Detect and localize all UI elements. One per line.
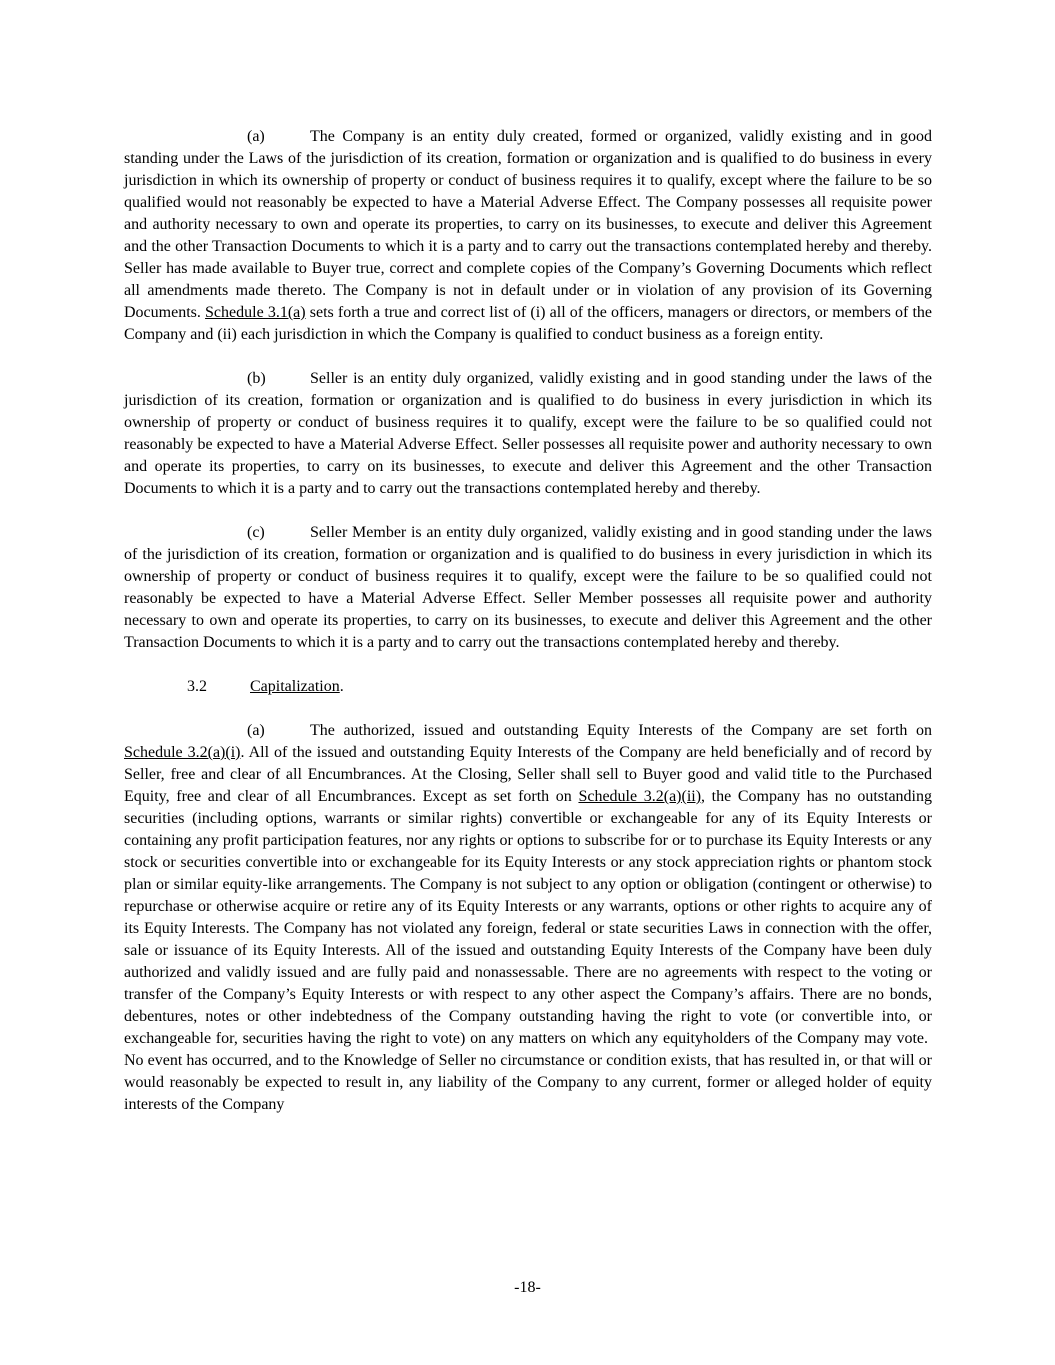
underlined-reference: Capitalization bbox=[250, 678, 340, 695]
text-run: . All of the issued and outstanding Equity Interests of the Company are held beneficially and of record by Seller, free and clear of all Encumbrances. At the Closing, Seller shall sell to Buyer good and valid title to the Purchased Equity, free and clear of all Encumbrances. Except as set forth on bbox=[124, 744, 932, 805]
text-run: The Company is an entity duly created, formed or organized, validly existing and in good standing under the Laws of the jurisdiction of its creation, formation or organization and is qualified to do business in every jurisdiction in which its ownership of property or conduct of business requires it to qualify, except where the failure to be so qualified would not reasonably be expected to have a Material Adverse Effect. The Company possesses all requisite power and authority necessary to own and operate its properties, to carry on its businesses, to execute and deliver this Agreement and the other Transaction Documents to which it is a party and to carry out the transactions contemplated hereby and thereby. Seller has made available to Buyer true, correct and complete copies of the Company’s Governing Documents which reflect all amendments made thereto. The Company is not in default under or in violation of any provision of its Governing Documents. bbox=[124, 128, 932, 321]
text-run: Seller is an entity duly organized, validly existing and in good standing under the laws of the jurisdiction of its creation, formation or organization and is qualified to do business in every jurisdiction in which its ownership of property or conduct of business requires it to qualify, except were the failure to be so qualified could not reasonably be expected to have a Material Adverse Effect. Seller possesses all requisite power and authority necessary to own and operate its properties, to carry on its businesses, to execute and deliver this Agreement and the other Transaction Documents to which it is a party and to carry out the transactions contemplated hereby and thereby. bbox=[124, 370, 932, 497]
underlined-reference: Schedule 3.2(a)(i) bbox=[124, 744, 241, 761]
underlined-reference: Schedule 3.1(a) bbox=[205, 304, 306, 321]
paragraph-3-1-b bbox=[124, 368, 932, 500]
paragraph-label: (c) bbox=[247, 524, 265, 541]
document-body bbox=[124, 126, 932, 1116]
paragraph-label: (b) bbox=[247, 370, 266, 387]
paragraph-label: 3.2 bbox=[187, 678, 207, 695]
paragraph-3-2-a bbox=[124, 720, 932, 1116]
page-number: -18- bbox=[514, 1279, 541, 1296]
paragraph-3-1-a bbox=[124, 126, 932, 346]
text-run: , the Company has no outstanding securities (including options, warrants or similar rights) convertible or exchangeable for any of its Equity Interests or containing any profit participation features, nor any rights or options to subscribe for or to purchase its Equity Interests or any stock or securities convertible into or exchangeable for its Equity Interests or any stock appreciation rights or phantom stock plan or similar equity-like arrangements. The Company is not subject to any option or obligation (contingent or otherwise) to repurchase or otherwise acquire or retire any of its Equity Interests or any warrants, options or other rights to acquire any of its Equity Interests. The Company has not violated any foreign, federal or state securities Laws in connection with the offer, sale or issuance of its Equity Interests. All of the issued and outstanding Equity Interests of the Company have been duly authorized and validly issued and are fully paid and nonassessable. There are no agreements with respect to the voting or transfer of the Company’s Equity Interests or with respect to any other aspect the Company’s affairs. There are no bonds, debentures, notes or other indebtedness of the Company outstanding having the right to vote (or convertible into, or exchangeable for, securities having the right to vote) on any matters on which any equityholders of the Company may vote. No event has occurred, and to the Knowledge of Seller no circumstance or condition exists, that has resulted in, or that will or would reasonably be expected to result in, any liability of the Company to any current, former or alleged holder of equity interests of the Company bbox=[124, 788, 932, 1113]
paragraph-label: (a) bbox=[247, 128, 265, 145]
text-run: The authorized, issued and outstanding Equity Interests of the Company are set forth on bbox=[310, 722, 932, 739]
text-run: sets forth a true and correct list of (i) all of the officers, managers or directors, or members of the Company and (ii) each jurisdiction in which the Company is qualified to conduct business as a foreign entity. bbox=[124, 304, 933, 343]
paragraph-label: (a) bbox=[247, 722, 265, 739]
underlined-reference: Schedule 3.2(a)(ii) bbox=[578, 788, 702, 805]
text-run: Seller Member is an entity duly organized, validly existing and in good standing under the laws of the jurisdiction of its creation, formation or organization and is qualified to do business in every jurisdiction in which its ownership of property or conduct of business requires it to qualify, except were the failure to be so qualified could not reasonably be expected to have a Material Adverse Effect. Seller Member possesses all requisite power and authority necessary to own and operate its properties, to carry on its businesses, to execute and deliver this Agreement and the other Transaction Documents to which it is a party and to carry out the transactions contemplated hereby and thereby. bbox=[124, 524, 932, 651]
text-run: . bbox=[339, 678, 344, 695]
section-heading-3-2 bbox=[124, 676, 932, 698]
paragraph-3-1-c bbox=[124, 522, 932, 654]
